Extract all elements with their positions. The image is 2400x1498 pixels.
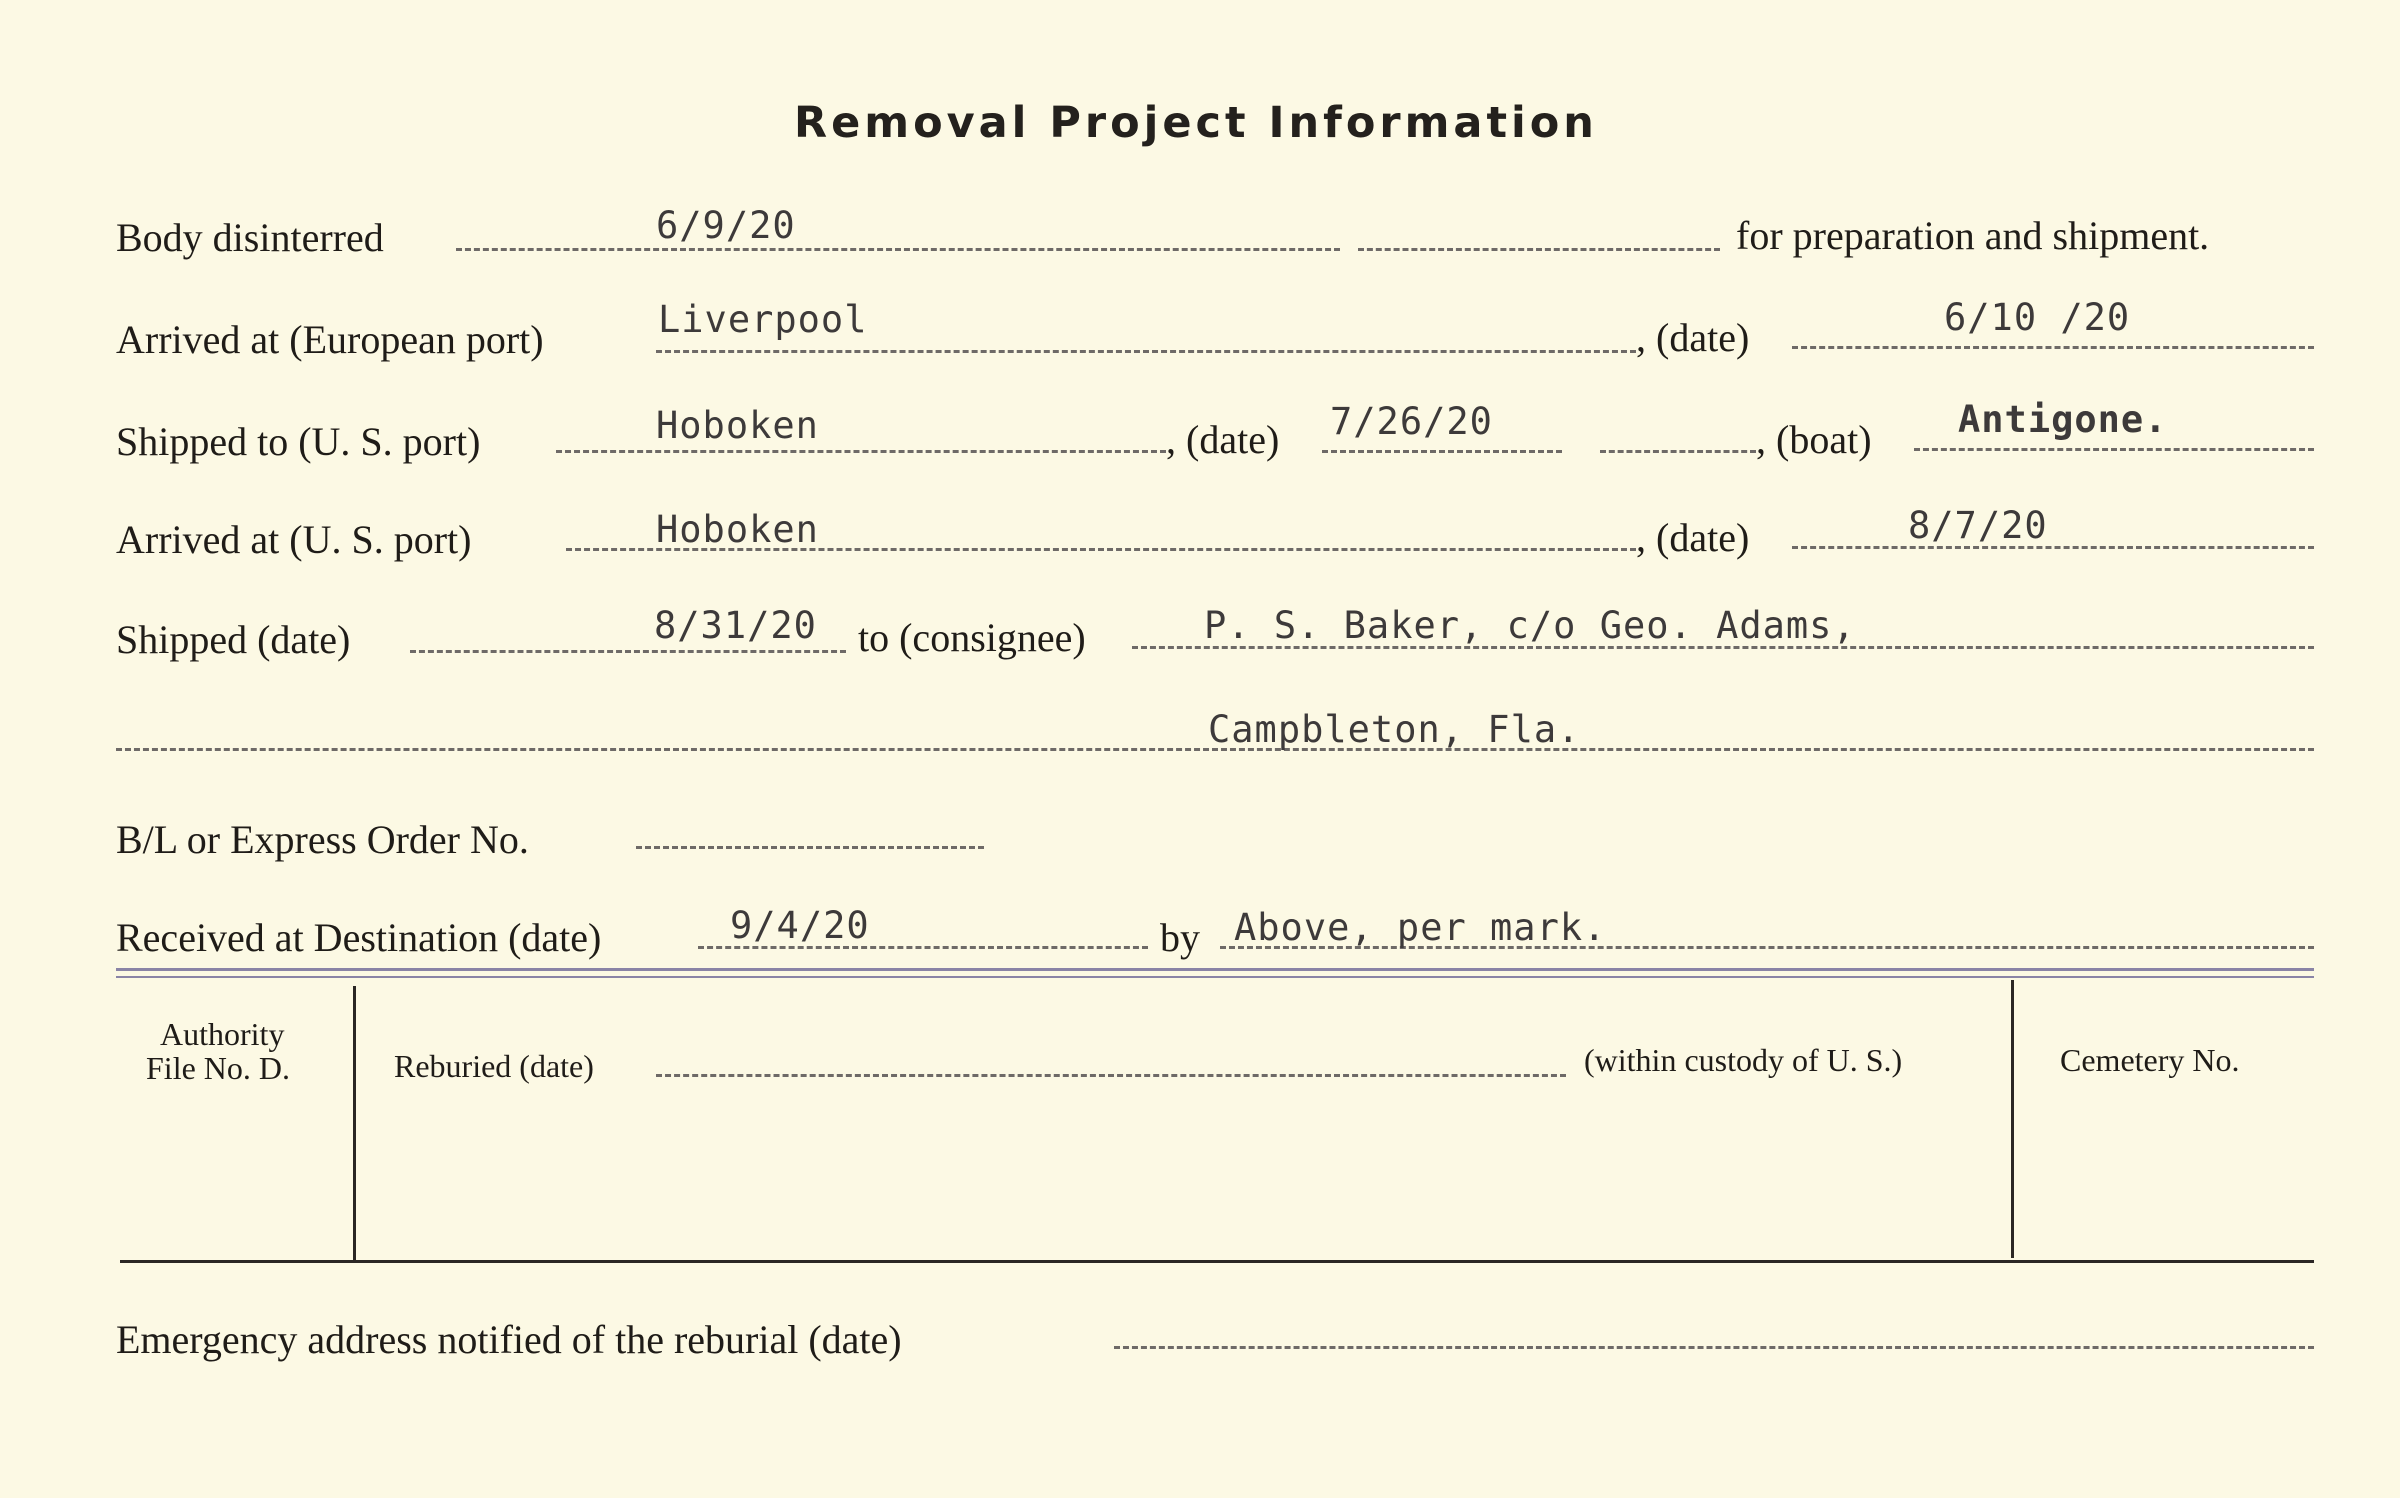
received-by: Above, per mark. (1234, 906, 1607, 949)
emergency-label: Emergency address notified of the reburial (date) (116, 1317, 902, 1362)
cemetery-label: Cemetery No. (2060, 1042, 2240, 1078)
consignee-label: to (consignee) (858, 615, 1086, 660)
shipped-to-port: Hoboken (656, 404, 819, 447)
us-port-date-label: , (date) (1636, 515, 1750, 560)
disinterred-line (456, 248, 1340, 251)
shipped-to-label: Shipped to (U. S. port) (116, 419, 481, 464)
received-label: Received at Destination (date) (116, 915, 602, 960)
received-date: 9/4/20 (730, 904, 870, 947)
shipped-to-line (556, 450, 1166, 453)
shipped-to-date-line (1322, 450, 1562, 453)
shipped-label: Shipped (date) (116, 617, 351, 662)
reburied-label: Reburied (date) (394, 1048, 594, 1084)
shipped-to-boat: Antigone. (1958, 398, 2168, 441)
received-by-label: by (1160, 915, 1200, 960)
us-port-date: 8/7/20 (1908, 504, 2048, 547)
divider-rule-bottom (116, 976, 2314, 978)
us-port-date-line (1792, 546, 2314, 549)
us-port-value: Hoboken (656, 508, 819, 551)
euro-port-value: Liverpool (658, 298, 868, 341)
disinterred-suffix: for preparation and shipment. (1736, 213, 2210, 258)
disinterred-date: 6/9/20 (656, 204, 796, 247)
box-divider-right (2011, 980, 2014, 1258)
shipped-to-boat-label: , (boat) (1756, 417, 1872, 462)
consignee-city: Campbleton, Fla. (1208, 708, 1581, 751)
authority-label-line2: File No. D. (146, 1050, 290, 1086)
shipped-to-date-line-2 (1600, 450, 1756, 453)
disinterred-line-2 (1358, 248, 1720, 251)
emergency-line (1114, 1346, 2314, 1349)
bl-line (636, 846, 984, 849)
authority-label-line1: Authority (160, 1016, 285, 1052)
euro-port-date: 6/10 /20 (1944, 296, 2131, 339)
shipped-to-date-label: , (date) (1166, 417, 1280, 462)
bl-label: B/L or Express Order No. (116, 817, 529, 862)
custody-label: (within custody of U. S.) (1584, 1042, 1903, 1078)
card-title: Removal Project Information (794, 98, 1598, 148)
shipped-date-line (410, 650, 846, 653)
shipped-date: 8/31/20 (654, 604, 817, 647)
disinterred-label: Body disinterred (116, 215, 384, 260)
shipped-to-boat-line (1914, 448, 2314, 451)
shipped-to-date: 7/26/20 (1330, 400, 1493, 443)
consignee-name: P. S. Baker, c/o Geo. Adams, (1204, 604, 1856, 647)
euro-port-label: Arrived at (European port) (116, 317, 544, 362)
euro-port-line (656, 350, 1636, 353)
reburied-line (656, 1074, 1566, 1077)
euro-port-date-label: , (date) (1636, 315, 1750, 360)
box-divider-left (353, 986, 356, 1260)
divider-rule-top (116, 968, 2314, 971)
us-port-label: Arrived at (U. S. port) (116, 517, 472, 562)
euro-port-date-line (1792, 346, 2314, 349)
box-bottom-rule (120, 1260, 2314, 1263)
